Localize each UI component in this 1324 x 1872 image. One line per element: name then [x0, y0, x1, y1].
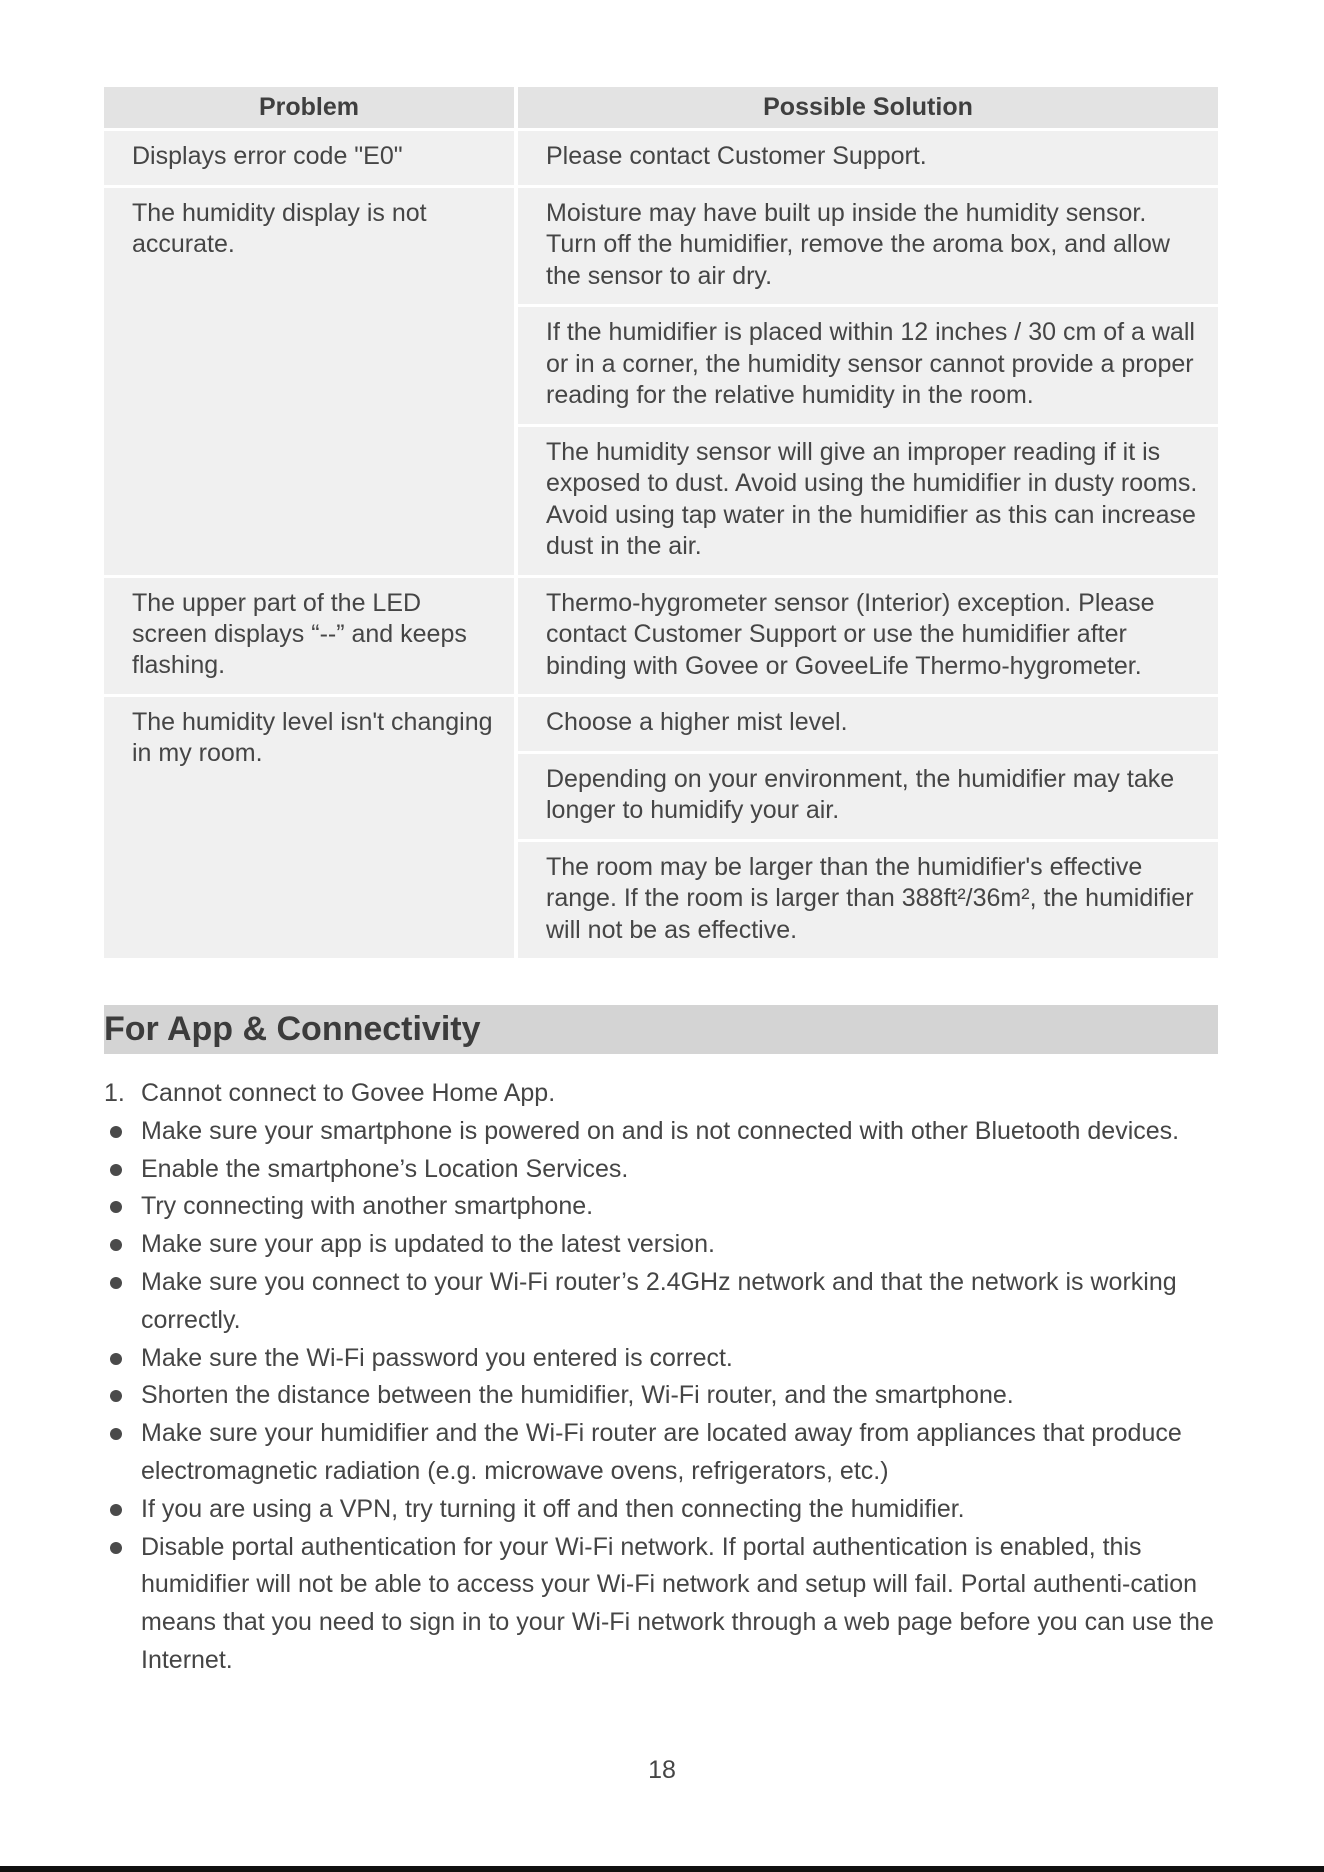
list-item	[104, 1226, 1218, 1264]
bullet-icon	[110, 1504, 122, 1516]
bullet-icon	[110, 1239, 122, 1251]
list-item	[104, 1491, 1218, 1529]
problem-cell: The upper part of the LED screen displays “--” and keeps flashing.	[104, 578, 514, 695]
bullet-icon	[110, 1353, 122, 1365]
solutions-column	[518, 131, 1218, 185]
solutions-column	[518, 697, 1218, 958]
solution-cell: Moisture may have built up inside the humidity sensor. Turn off the humidifier, remove the aroma box, and allow the sensor to air dry.	[518, 188, 1218, 305]
solution-cell: The humidity sensor will give an improper reading if it is exposed to dust. Avoid using the humidifier in dusty rooms. Avoid using tap water in the humidifier as this can increase dust in the air.	[518, 427, 1218, 575]
table-row	[104, 697, 1218, 958]
list-item	[104, 1264, 1218, 1340]
list-item	[104, 1377, 1218, 1415]
bullet-icon	[110, 1277, 122, 1289]
column-header-solution: Possible Solution	[518, 87, 1218, 128]
list-item-text: Disable portal authentication for your Wi-Fi network. If portal authentication is enabled, this humidifier will not be able to access your Wi-Fi network and setup will fail. Portal authenti-cation means that you need to sign in to your Wi-Fi network through a web page before you can use the Internet.	[141, 1532, 1214, 1674]
solutions-column	[518, 188, 1218, 575]
bullet-icon	[110, 1542, 122, 1554]
connectivity-list	[104, 1075, 1218, 1680]
bullet-icon	[110, 1201, 122, 1213]
problem-cell: Displays error code "E0"	[104, 131, 514, 185]
list-item	[104, 1113, 1218, 1151]
column-header-problem: Problem	[104, 87, 514, 128]
list-item-text: Make sure your smartphone is powered on and is not connected with other Bluetooth devices.	[141, 1116, 1180, 1145]
section-header	[104, 1005, 1218, 1054]
solution-cell: Choose a higher mist level.	[518, 697, 1218, 751]
list-item	[104, 1529, 1218, 1680]
bullet-icon	[110, 1164, 122, 1176]
problem-cell: The humidity display is not accurate.	[104, 188, 514, 575]
list-item	[104, 1151, 1218, 1189]
bullet-icon	[110, 1126, 122, 1138]
list-item-text: Make sure your app is updated to the latest version.	[141, 1230, 715, 1259]
list-item	[104, 1340, 1218, 1378]
list-item-text: Make sure the Wi-Fi password you entered is correct.	[141, 1343, 733, 1372]
page-number: 18	[648, 1756, 676, 1784]
list-item-text: Make sure you connect to your Wi-Fi router’s 2.4GHz network and that the network is working correctly.	[141, 1267, 1177, 1334]
troubleshooting-table	[104, 87, 1218, 958]
list-item-text: Shorten the distance between the humidifier, Wi-Fi router, and the smartphone.	[141, 1381, 1014, 1410]
problem-cell: The humidity level isn't changing in my room.	[104, 697, 514, 958]
list-number: 1.	[104, 1079, 125, 1107]
table-row	[104, 131, 1218, 185]
bottom-border	[0, 1866, 1324, 1872]
solutions-column	[518, 578, 1218, 695]
list-item	[104, 1415, 1218, 1491]
list-item	[104, 1075, 1218, 1113]
solution-cell: The room may be larger than the humidifier's effective range. If the room is larger than 388ft²/36m², the humidifier will not be as effective.	[518, 842, 1218, 959]
solution-cell: Please contact Customer Support.	[518, 131, 1218, 185]
table-row	[104, 188, 1218, 575]
list-item	[104, 1188, 1218, 1226]
table-row	[104, 578, 1218, 695]
list-item-text: Make sure your humidifier and the Wi-Fi router are located away from appliances that produce electromagnetic radiation (e.g. microwave ovens, refrigerators, etc.)	[141, 1419, 1182, 1485]
list-item-text: Enable the smartphone’s Location Services.	[141, 1154, 629, 1183]
bullet-icon	[110, 1390, 122, 1402]
table-header-row	[104, 87, 1218, 128]
list-item-text: If you are using a VPN, try turning it off and then connecting the humidifier.	[141, 1494, 965, 1523]
solution-cell: If the humidifier is placed within 12 inches / 30 cm of a wall or in a corner, the humidity sensor cannot provide a proper reading for the relative humidity in the room.	[518, 307, 1218, 424]
list-item-text: Cannot connect to Govee Home App.	[141, 1079, 556, 1107]
section-title: For App & Connectivity	[104, 1010, 481, 1048]
solution-cell: Depending on your environment, the humidifier may take longer to humidify your air.	[518, 754, 1218, 839]
manual-page	[104, 87, 1218, 1680]
solution-cell: Thermo-hygrometer sensor (Interior) exception. Please contact Customer Support or use the humidifier after binding with Govee or GoveeLife Thermo-hygrometer.	[518, 578, 1218, 695]
list-item-text: Try connecting with another smartphone.	[141, 1192, 594, 1221]
bullet-icon	[110, 1428, 122, 1440]
